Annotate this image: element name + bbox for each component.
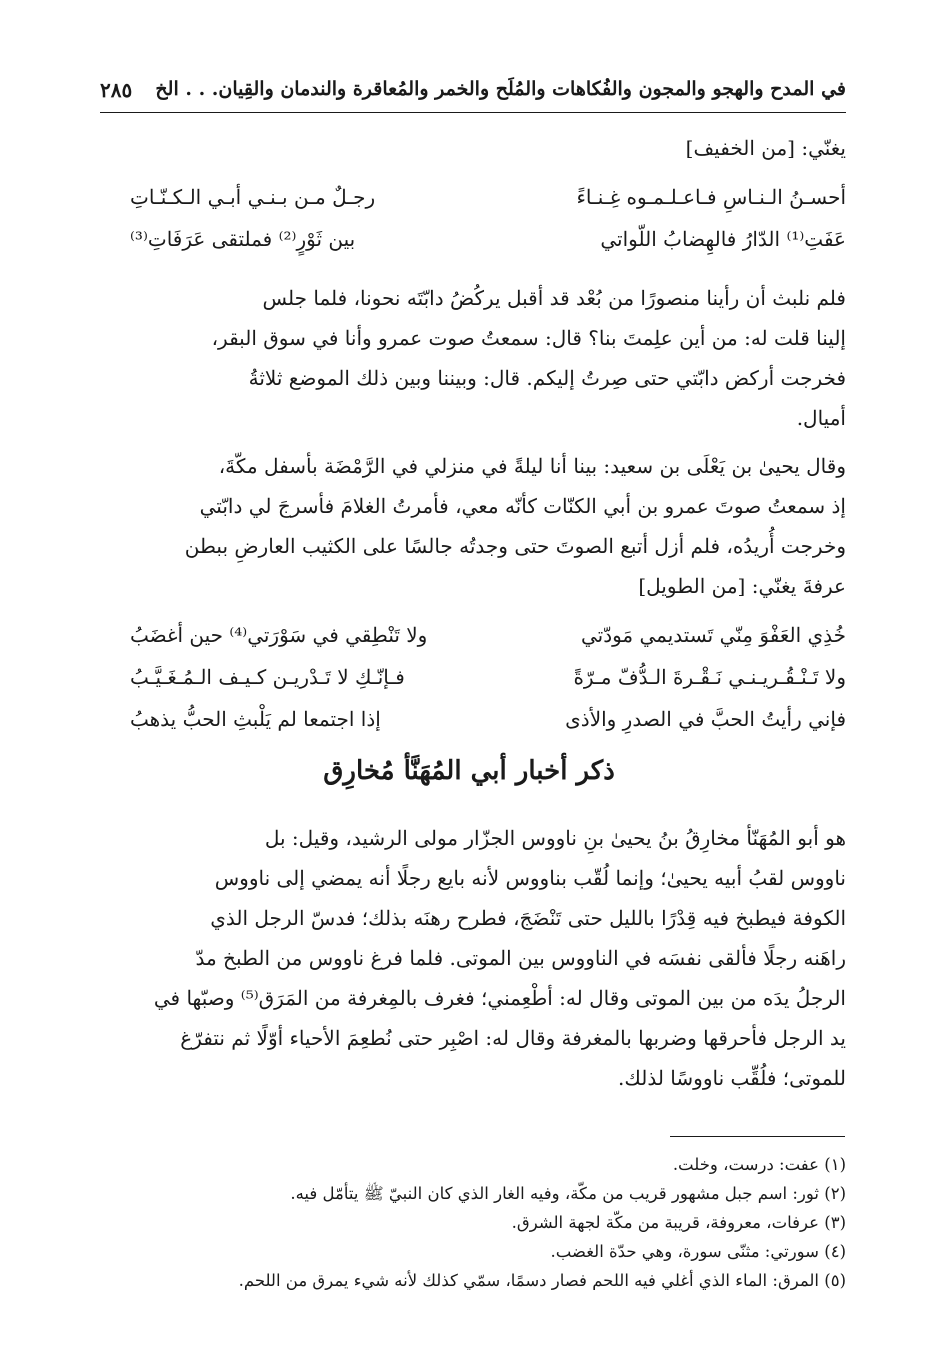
paragraph-3-line: ناووس لقبُ أبيه يحيىٰ؛ وإنما لُقّب بناووس لأنه بايع رجلًا أنه يمضي إلى ناووس xyxy=(214,866,846,890)
paragraph-1-line: فلم نلبث أن رأينا منصورًا من بُعْد قد أقبل يركُضُ دابّتَه نحونا، فلما جلس xyxy=(262,286,846,310)
paragraph-2-line: وقال يحيىٰ بن يَعْلَى بن سعيد: بينا أنا ليلةً في منزلي في الرَّمْضَة بأسفل مكّةَ، xyxy=(218,454,846,478)
paragraph-3-line: هو أبو المُهَنّأ مخارِقُ بنُ يحيىٰ بنِ ناووس الجزّار مولى الرشيد، وقيل: بل xyxy=(264,826,846,850)
section-title: ذكر أخبار أبي المُهَنَّأ مُخارِق xyxy=(323,756,615,786)
footnote-1: (١) عفت: درست، وخلت. xyxy=(672,1155,846,1174)
paragraph-2-line: إذ سمعتُ صوتَ عمرو بن أبي الكنّات كأنّه معي، فأمرتُ الغلامَ فأسرجَ لي دابّتي xyxy=(199,494,846,518)
poem2-verse3-second-hemistich: إذا اجتمعا لم يَلْبثِ الحبُّ يذهبُ xyxy=(130,707,381,731)
footnote-separator xyxy=(670,1136,845,1137)
paragraph-3-line: الرجلُ يدَه من بين الموتى وقال له: أطْعِمني؛ فغرف بالمِغرفة من المَرَق⁽⁵⁾ وصبّها في xyxy=(153,986,846,1010)
paragraph-1-line: فخرجت أركض دابّتي حتى صِرتُ إليكم. قال: وبيننا وبين ذلك الموضع ثلاثةُ xyxy=(248,366,846,390)
footnote-5: (٥) المرق: الماء الذي أغلي فيه اللحم فصار دسمًا، سمّي كذلك لأنه شيء يمرق من اللحم. xyxy=(238,1271,846,1290)
poem2-verse2-first-hemistich: ولا تَـنْـقُـريـنـي نَـقْـرةَ الـدُّفّ مـرّةً xyxy=(573,665,846,689)
paragraph-3-line: الكوفة فيطبخ فيه قِدْرًا بالليل حتى تَنْضَجَ، فطرح رهنَه بذلك؛ فدسّ الرجل الذي xyxy=(210,906,846,930)
running-header xyxy=(100,76,846,113)
poem2-verse2-second-hemistich: فـإنّـكِ لا تَـدْريـن كـيـف الـمُـغَـيَّـبُ xyxy=(130,665,405,689)
page-number: ٢٨٥ xyxy=(100,78,133,102)
footnote-2: (٢) ثور: اسم جبل مشهور قريب من مكّة، وفيه الغار الذي كان النبيّ ﷺ يتأمّل فيه. xyxy=(290,1184,846,1203)
paragraph-2 xyxy=(100,446,846,606)
paragraph-1-line: أميال. xyxy=(796,406,846,430)
poem1-verse2-second-hemistich: بين ثَوْرٍ⁽²⁾ فملتقى عَرَفَاتِ⁽³⁾ xyxy=(130,227,356,251)
paragraph-3 xyxy=(100,818,846,1098)
footnote-3: (٣) عرفات، معروفة، قريبة من مكّة لجهة الشرق. xyxy=(511,1213,846,1232)
poem1-verse2-first-hemistich: عَفَتِ⁽¹⁾ الدّارُ فالهِضابُ اللّواتي xyxy=(600,227,846,251)
poem2-verse1-first-hemistich: خُذِي العَفْوَ مِنّي تَستديمي مَودّتي xyxy=(580,623,846,647)
intro-line: يغنّي: [من الخفيف] xyxy=(685,136,846,160)
poem2-verse3-first-hemistich: فإني رأيتُ الحبَّ في الصدرِ والأذى xyxy=(565,707,846,731)
paragraph-3-line: يد الرجل فأحرقها وضربها بالمغرفة وقال له: اصْبِر حتى نُطعِمَ الأحياء أوّلًا ثم نتفرّغ xyxy=(180,1026,846,1050)
paragraph-1-line: إلينا قلت له: من أين علِمتَ بنا؟ قال: سمعتُ صوت عمرو وأنا في سوق البقر، xyxy=(211,326,846,350)
poem1-verse1-first-hemistich: أحسـنُ الـنـاسِ فـاعـلـمـوه غِـنـاءً xyxy=(576,185,846,209)
poem2-verse1-second-hemistich: ولا تَنْطِقي في سَوْرَتي⁽⁴⁾ حين أغضَبُ xyxy=(130,623,428,647)
header-title: في المدح والهجو والمجون والفُكاهات والمُلَح والخمر والمُعاقرة والندمان والقِيان. . . الخ xyxy=(155,78,846,100)
paragraph-2-line: عرفةَ يغنّي: [من الطويل] xyxy=(638,574,846,598)
footnote-4: (٤) سورتي: مثنّى سورة، وهي حدّة الغضب. xyxy=(550,1242,846,1261)
poem1-verse1-second-hemistich: رجـلٌ مـن بـنـي أبـي الـكـنّـاتِ xyxy=(130,185,376,209)
footnotes xyxy=(100,1150,846,1295)
paragraph-3-line: راهَنه رجلًا فألقى نفسَه في الناووس بين الموتى. فلما فرغ ناووس من الطبخ مدّ xyxy=(195,946,846,970)
paragraph-1 xyxy=(100,278,846,438)
paragraph-2-line: وخرجت أُريدُه، فلم أزل أتبع الصوتَ حتى وجدتُه جالسًا على الكثيب العارضِ ببطن xyxy=(184,534,846,558)
paragraph-3-line: للموتى؛ فلُقِّب ناووسًا لذلك. xyxy=(618,1066,846,1090)
